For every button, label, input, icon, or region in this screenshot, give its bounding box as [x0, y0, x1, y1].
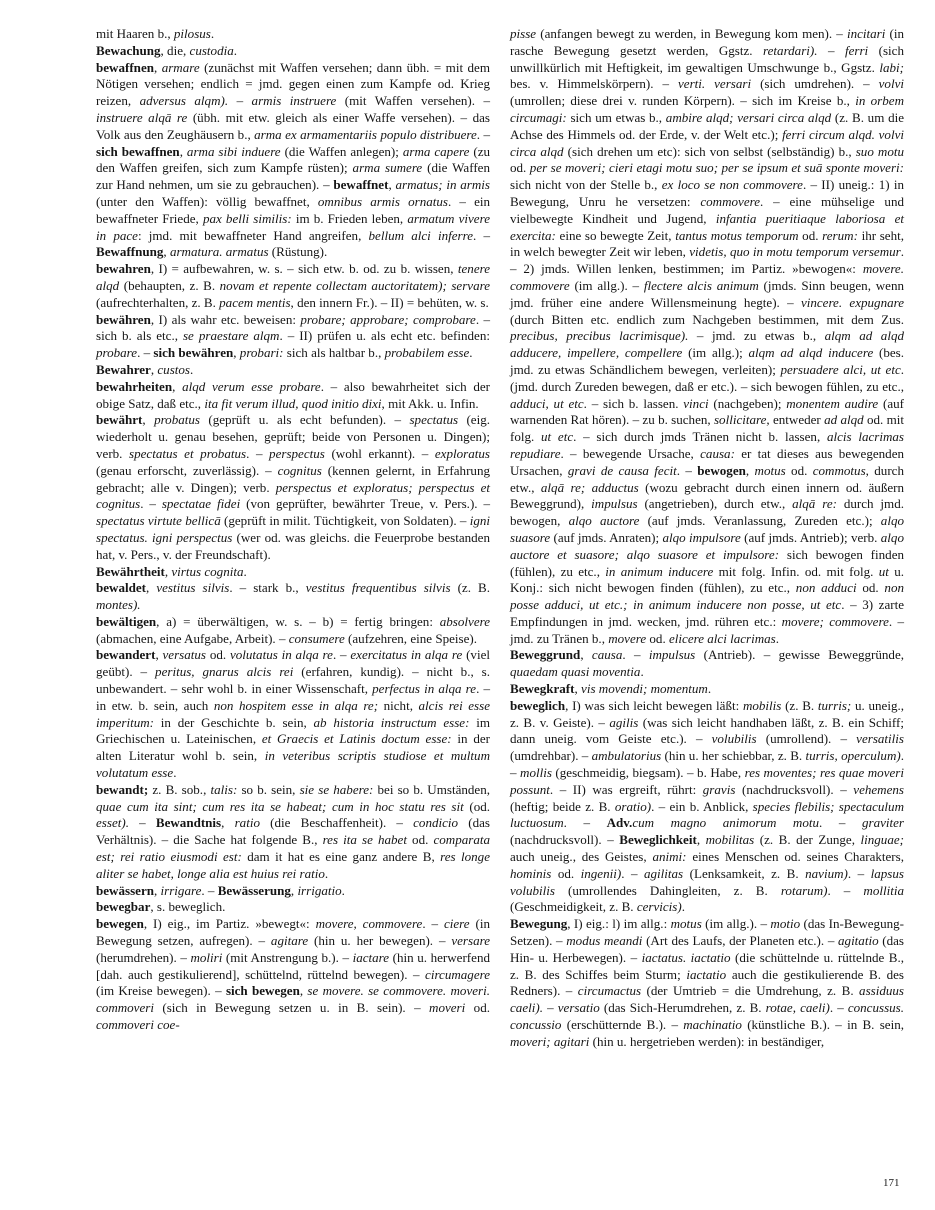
entry-body: , virtus cognita.	[164, 563, 247, 579]
entry-headword: bewandt;	[96, 781, 149, 797]
dictionary-entry	[96, 362, 490, 379]
entry-headword: beweglich	[510, 697, 566, 713]
entry-body: , I) als wahr etc. beweisen: probare; approbare; comprobare. – sich b. als etc., se praestare alqm. – II) prüfen u. als echt etc. befinden: probare. – sich bewähren, probari: sich als haltbar b., probabilem esse.	[96, 311, 491, 361]
dictionary-entry	[96, 782, 490, 883]
entry-body: , causa. – impulsus (Antrieb). – gewisse Beweggründe, quaedam quasi moventia.	[510, 647, 904, 680]
entry-body: , I) eig.: l) im allg.: motus (im allg.). – motio (das In-Bewegung-Setzen). – modus meandi (Art des Laufs, der Planeten etc.). – agitatio (das Hin- u. Herbewegen). – iactatus. iactatio (die schüttelnde u. rüttelnde B., z. B. des Schiffes beim Sturm; iactatio auch die gestikulierende B. des Redners). – circumactus (der Umtrieb = die Umdrehung, z. B. assiduus caeli). – versatio (das Sich-Herumdrehen, z. B. rotae, caeli). – concussus. concussio (erschütternde B.). – machinatio (künstliche B.). – in B. sein, moveri; agitari (hin u. hergetrieben werden): in beständiger,	[510, 916, 905, 1049]
entry-headword: bewandert	[96, 647, 156, 663]
entry-body: , s. beweglich.	[150, 899, 226, 915]
dictionary-entry	[96, 916, 490, 1034]
entry-headword: bewegen	[96, 916, 144, 932]
dictionary-entry	[96, 580, 490, 614]
entry-body: , a) = überwältigen, w. s. – b) = fertig bringen: absolvere (abmachen, eine Aufgabe, Arbeit). – consumere (aufzehren, eine Speise).	[96, 613, 490, 646]
entry-headword: bewaffnen	[96, 59, 154, 75]
entry-headword: Beweggrund	[510, 647, 581, 663]
entry-headword: bewegbar	[96, 899, 151, 915]
dictionary-entry	[510, 698, 904, 916]
dictionary-entry	[510, 916, 904, 1050]
page-number: 171	[883, 1177, 900, 1189]
entry-headword: Bewegung	[510, 916, 568, 932]
entry-headword: Bewahrer	[96, 361, 151, 377]
dictionary-entry	[96, 899, 490, 916]
dictionary-entry	[510, 26, 904, 647]
entry-body: z. B. sob., talis: so b. sein, sie se habere: bei so b. Umständen, quae cum ita sint; cum res ita se habeat; cum in hoc statu res sit (od. esset). – Bewandtnis, ratio (die Beschaffenheit). – condicio (das Verhältnis). – die Sache hat folgende B., res ita se habet od. comparata est; rei ratio eiusmodi est: dam it hat es eine ganz andere B, res longe aliter se habet, longe alia est huius rei ratio.	[96, 781, 491, 881]
entry-headword: bewältigen	[96, 613, 157, 629]
dictionary-entry	[96, 564, 490, 581]
entry-body: pisse (anfangen bewegt zu werden, in Bewegung kom men). – incitari (in rasche Bewegung gesetzt werden, Ggstz. retardari). – ferri (sich unwillkürlich mit Heftigkeit, im gewaltigen Umschwunge b., Ggstz. labi; bes. v. Himmelskörpern). – verti. versari (sich umdrehen). – volvi (umrollen; diese drei v. runden Körpern). – sich im Kreise b., in orbem circumagi: sich um etwas b., ambire alqd; versari circa alqd (z. B. um die Achse des Himmels od. der Erde, v. der Welt etc.); ferri circum alqd. volvi circa alqd (sich drehen um etc): sich von selbst (selbständig) b., suo motu od. per se moveri; cieri etagi motu suo; per se ipsum et suā sponte moveri: sich nicht von der Stelle b., ex loco se non commovere. – II) uneig.: 1) in Bewegung, Unru he versetzen: commovere. – eine mühselige und vielbewegte Kindheit und Jugend, infantia pueritiaque laboriosa et exercita: eine so bewegte Zeit, tantus motus temporum od. rerum: ihr seht, in welch bewegter Zeit wir leben, videtis, quo in motu temporum versemur. – 2) jmds. Willen lenken, bestimmen; im Partiz. »bewogen«: movere. commovere (im allg.). – flectere alcis animum (jmds. Sinn beugen, wenn jmd. früher eine andere Willensmeinung hegte). – vincere. expugnare (durch Bitten etc. endlich zum Nachgeben bestimmen, mit dem Zus. precibus, precibus lacrimisque). – jmd. zu etwas b., alqm ad alqd adducere, impellere, compellere (im allg.); alqm ad alqd inducere (bes. jmd. zu etwas Schändlichem bewegen, verleiten); persuadere alci, ut etc. (jmd. durch Zureden bewegen, daß er etc.). – sich bewogen fühlen, zu etc., adduci, ut etc. – sich b. lassen. vinci (nachgeben); monentem audire (auf warnenden Rat hören). – zu b. suchen, sollicitare, entweder ad alqd od. mit folg. ut etc. – sich durch jmds Tränen nicht b. lassen, alcis lacrimas repudiare. – bewegende Ursache, causa: er tat dieses aus bewegenden Ursachen, gravi de causa fecit. – bewogen, motus od. commotus, durch etw., alqā re; adductus (wozu gebracht durch einen innern od. äußern Beweggrund), impulsus (angetrieben), durch etw., alqā re: durch jmd. bewogen, alqo auctore (auf jmds. Veranlassung, Zureden etc.); alqo suasore (auf jmds. Anraten); alqo impulsore (auf jmds. Antrieb); verb. alqo auctore et suasore; alqo suasore et impulsore: sich bewogen finden (fühlen), zu etc., in animum inducere mit folg. Infin. od. mit folg. ut u. Konj.: sich nicht bewogen finden (fühlen), zu etc., non adduci od. non posse adduci, ut etc.; in animum inducere non posse, ut etc. – 3) zarte Empfindungen in jmd. wecken, jmd. rühren etc.: movere; commovere. – jmd. zu Tränen b., movere od. elicere alci lacrimas.	[510, 26, 905, 646]
entry-headword: Bewegkraft	[510, 681, 575, 697]
entry-body: , alqd verum esse probare. – also bewahrheitet sich der obige Satz, daß etc., ita fit verum illud, quod initio dixi, mit Akk. u. Infin.	[96, 378, 490, 411]
dictionary-entry	[96, 614, 490, 648]
entry-body: , irrigare. – Bewässerung, irrigatio.	[154, 882, 345, 898]
dictionary-entry	[96, 312, 490, 362]
entry-headword: Bewachung	[96, 42, 161, 58]
dictionary-entry	[96, 647, 490, 781]
left-column	[96, 26, 490, 1034]
entry-body: , vestitus silvis. – stark b., vestitus frequentibus silvis (z. B. montes).	[96, 580, 490, 613]
dictionary-entry	[96, 379, 490, 413]
entry-headword: bewahren	[96, 261, 151, 277]
dictionary-entry	[96, 43, 490, 60]
entry-headword: bewässern	[96, 882, 154, 898]
entry-headword: bewährt	[96, 412, 143, 428]
dictionary-entry	[510, 681, 904, 698]
dictionary-entry	[96, 412, 490, 563]
entry-body: , armare (zunächst mit Waffen versehen; dann übh. = mit dem Nötigen versehen; endlich = jmd. gegen einen zum Kampfe od. Krieg reizen, adversus alqm). – armis instruere (mit Waffen versehen). – instruere alqā re (übh. mit etw. gleich als einer Waffe versehen). – das Volk aus den Zeughäusern b., arma ex armamentariis populo distribuere. – sich bewaffnen, arma sibi induere (die Waffen anlegen); arma capere (zu den Waffen greifen, sich zum Kampfe rüsten); arma sumere (die Waffen zur Hand nehmen, um sie zu gebrauchen). – bewaffnet, armatus; in armis (unter den Waffen): völlig bewaffnet, omnibus armis ornatus. – ein bewaffneter Friede, pax belli similis: im b. Frieden leben, armatum vivere in pace: jmd. mit bewaffneter Hand angreifen, bellum alci inferre. – Bewaffnung, armatura. armatus (Rüstung).	[96, 59, 491, 260]
right-column	[510, 26, 904, 1051]
entry-body: , I) = aufbewahren, w. s. – sich etw. b. od. zu b. wissen, tenere alqd (behaupten, z. B. novam et repente collectam auctoritatem); servare (aufrechterhalten, z. B. pacem mentis, den innern Fr.). – II) = behüten, w. s.	[96, 261, 490, 310]
dictionary-entry	[96, 883, 490, 900]
entry-body: , probatus (geprüft u. als echt befunden). – spectatus (eig. wiederholt u. genau besehen, geprüft; beide von Personen u. Dingen); verb. spectatus et probatus. – perspectus (wohl erkannt). – exploratus (genau erforscht, zuverlässig). – cognitus (kennen gelernt, in Erfahrung gebracht; alle v. Dingen); verb. perspectus et exploratus; perspectus et cognitus. – spectatae fidei (von geprüfter, bewährter Treue, v. Pers.). – spectatus virtute bellicā (geprüft in milit. Tüchtigkeit, von Soldaten). – igni spectatus. igni perspectus (wer od. was gleichs. die Feuerprobe bestanden hat, v. Pers., v. der Freundschaft).	[96, 412, 491, 562]
dictionary-entry	[510, 647, 904, 681]
entry-body: , vis movendi; momentum.	[574, 681, 712, 697]
entry-headword: bewähren	[96, 311, 151, 327]
entry-body: , die, custodia.	[160, 42, 238, 58]
entry-body: , custos.	[150, 361, 194, 377]
entry-body: mit Haaren b., pilosus.	[96, 26, 215, 41]
entry-headword: Bewährtheit	[96, 563, 165, 579]
entry-headword: bewaldet	[96, 580, 147, 596]
dictionary-entry	[96, 60, 490, 262]
entry-body: , versatus od. volutatus in alqa re. – exercitatus in alqa re (viel geübt). – peritus, gnarus alcis rei (erfahren, kundig). – nicht b., s. unbewandert. – sehr wohl b. in einer Wissenschaft, perfectus in alqa re. – in etw. b. sein, auch non hospitem esse in alqa re; nicht, alcis rei esse imperitum: in der Geschichte b. sein, ab historia instructum esse: im Griechischen u. Lateinischen, et Graecis et Latinis doctum esse: in der alten Literatur wohl b. sein, in veteribus scriptis studiose et multum volutatum esse.	[96, 647, 491, 781]
dictionary-entry	[96, 26, 490, 43]
entry-headword: bewahrheiten	[96, 378, 173, 394]
entry-body: , I) was sich leicht bewegen läßt: mobilis (z. B. turris; u. uneig., z. B. v. Geiste). – agilis (was sich leicht handhaben läßt, z. B. ein Schiff; dann uneig. vom Geiste etc.). – volubilis (umrollend). – versatilis (umdrehbar). – ambulatorius (hin u. her schiebbar, z. B. turris, operculum). – mollis (geschmeidig, biegsam). – b. Habe, res moventes; res quae moveri possunt. – II) was ergreift, rührt: gravis (nachdrucksvoll). – vehemens (heftig; beide z. B. oratio). – ein b. Anblick, species flebilis; spectaculum luctuosum. – Adv.cum magno animorum motu. – graviter (nachdrucksvoll). – Beweglichkeit, mobilitas (z. B. der Zunge, linguae; auch uneig., des Geistes, animi: eines Menschen od. seines Charakters, hominis od. ingenii). – agilitas (Lenksamkeit, z. B. navium). – lapsus volubilis (umrollendes Dahingleiten, z. B. rotarum). – mollitia (Geschmeidigkeit, z. B. cervicis).	[510, 697, 905, 915]
entry-body: , I) eig., im Partiz. »bewegt«: movere, commovere. – ciere (in Bewegung setzen, aufregen). – agitare (hin u. her bewegen). – versare (herumdrehen). – moliri (mit Anstrengung b.). – iactare (hin u. herwerfend [dah. auch gestikulierend], schüttelnd, rüttelnd bewegen). – circumagere (im Kreise bewegen). – sich bewegen, se movere. se commovere. moveri. commoveri (sich in Bewegung setzen u. in B. sein). – moveri od. commoveri coe-	[96, 916, 490, 1033]
dictionary-entry	[96, 261, 490, 311]
